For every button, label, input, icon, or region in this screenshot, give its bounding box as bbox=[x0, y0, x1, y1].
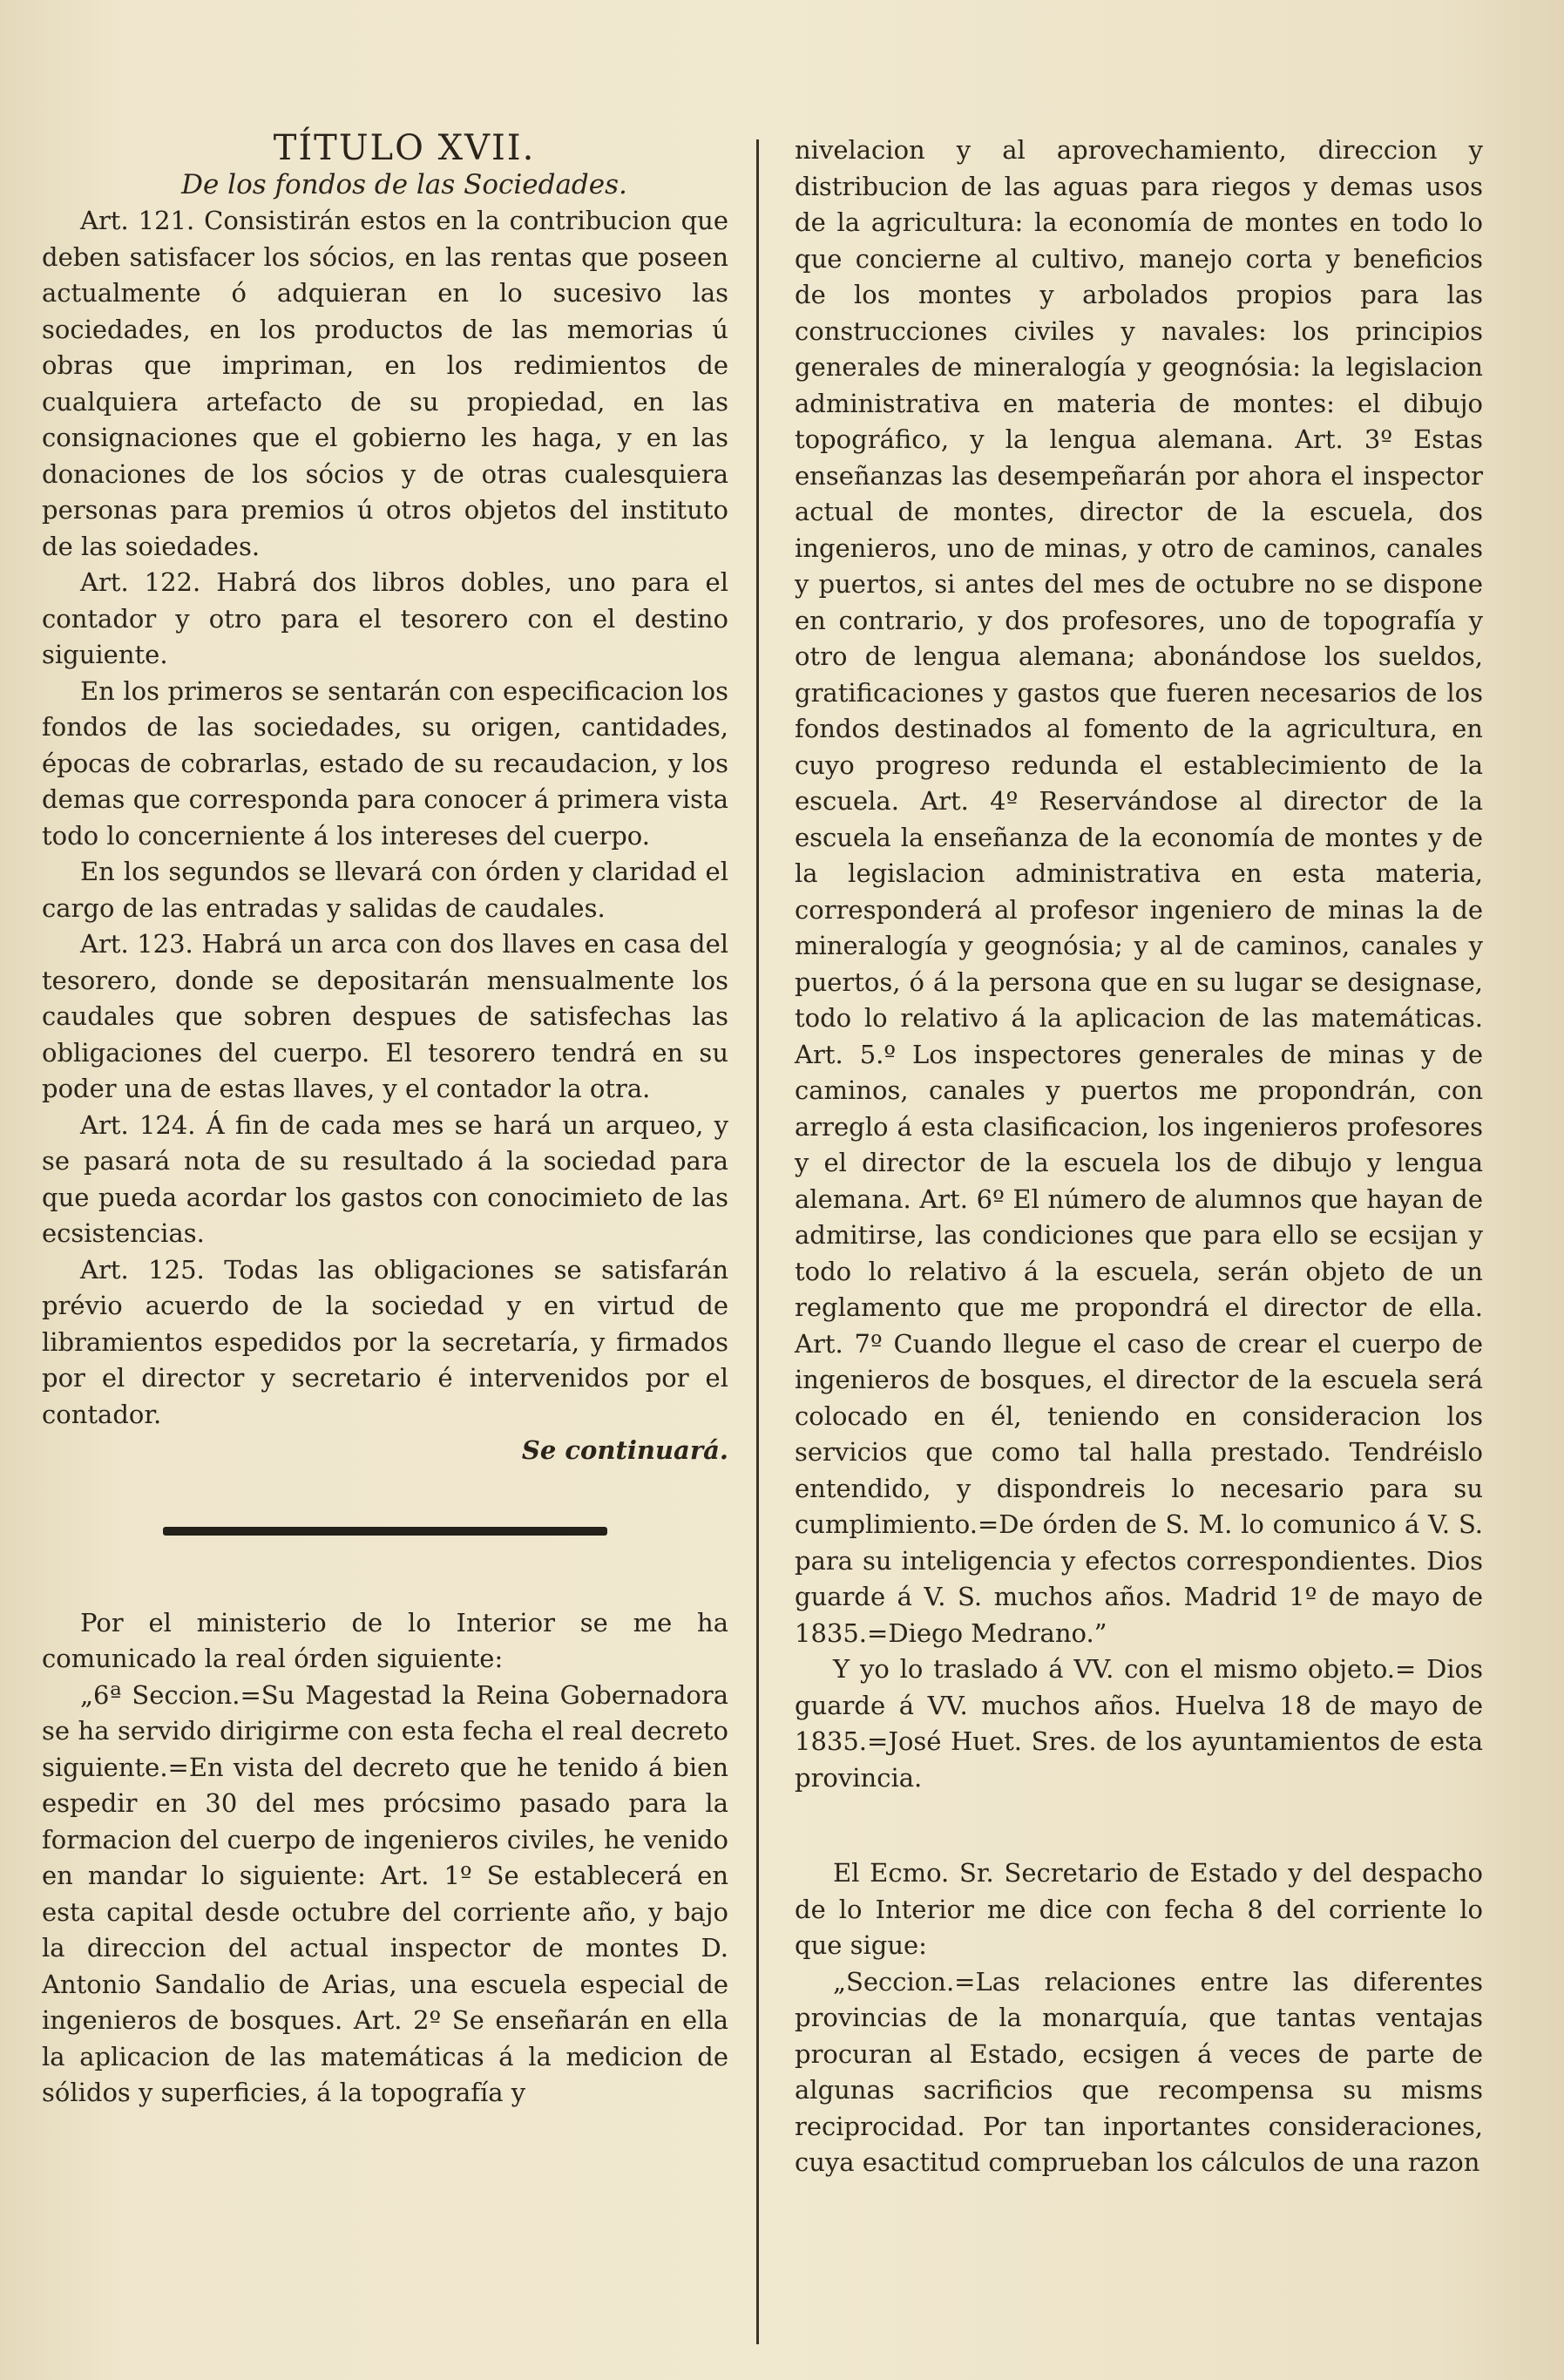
section-gap bbox=[795, 1796, 1483, 1855]
paragraph: En los primeros se sentarán con especificacion los fondos de las sociedades, su origen, cantidades, épocas de cobrarlas, estado de su recaudacion, y los demas que corresponda para conocer á primera vista todo lo concerniente á los intereses del cuerpo. bbox=[42, 675, 728, 851]
paragraph: Art. 124. Á fin de cada mes se hará un arqueo, y se pasará nota de su resultado á la sociedad para que pueda acordar los gastos con conocimieto de las ecsistencias. bbox=[42, 1109, 728, 1248]
paragraph: Y yo lo traslado á VV. con el mismo objeto.= Dios guarde á VV. muchos años. Huelva 18 de mayo de 1835.=José Huet. Sres. de los ayuntamientos de esta provincia. bbox=[795, 1654, 1483, 1793]
paragraph: En los segundos se llevará con órden y claridad el cargo de las entradas y salidas de caudales. bbox=[42, 857, 728, 923]
paragraph: „6ª Seccion.=Su Magestad la Reina Gobernadora se ha servido dirigirme con esta fecha el real decreto siguiente.=En vista del decreto que he tenido á bien espedir en 30 del mes prócsimo pasado para la formacion del cuerpo de ingenieros civiles, he venido en mandar lo siguiente: Art. 1º Se establecerá en esta capital desde octubre del corriente año, y bajo la direccion del actual inspector de montes D. Antonio Sandalio de Arias, una escuela especial de ingenieros de bosques. Art. 2º Se enseñarán en ella la aplicacion de las matemáticas á la medicion de sólidos y superficies, á la topografía y bbox=[42, 1679, 728, 2107]
right-column bbox=[795, 132, 1483, 2181]
paragraph: Art. 122. Habrá dos libros dobles, uno para el contador y otro para el tesorero con el destino siguiente. bbox=[42, 567, 728, 669]
paragraph: Art. 125. Todas las obligaciones se satisfarán prévio acuerdo de la sociedad y en virtud de libramientos espedidos por la secretaría, y firmados por el director y secretario é intervenidos por el contador. bbox=[42, 1254, 728, 1429]
section-title: TÍTULO XVII. bbox=[273, 128, 536, 168]
paragraph: nivelacion y al aprovechamiento, direccion y distribucion de las aguas para riegos y demas usos de la agricultura: la economía de montes en todo lo que concierne al cultivo, manejo corta y beneficios de los montes y arbolados propios para las construcciones civiles y navales: los principios generales de mineralogía y geognósia: la legislacion administrativa en materia de montes: el dibujo topográfico, y la lengua alemana. Art. 3º Estas enseñanzas las desempeñarán por ahora el inspector actual de montes, director de la escuela, dos ingenieros, uno de minas, y otro de caminos, canales y puertos, si antes del mes de octubre no se dispone en contrario, y dos profesores, uno de topografía y otro de lengua alemana; abonándose los sueldos, gratificaciones y gastos que fueren necesarios de los fondos destinados al fomento de la agricultura, en cuyo progreso redunda el establecimiento de la escuela. Art. 4º Reservándose al director de la escuela la enseñanza de la economía de montes y de la legislacion administrativa en esta materia, corresponderá al profesor ingeniero de minas la de mineralogía y geognósia; y al de caminos, canales y puertos, ó á la persona que en su lugar se designase, todo lo relativo á la aplicacion de las matemáticas. Art. 5.º Los inspectores generales de minas y de caminos, canales y puertos me propondrán, con arreglo á esta clasificacion, los ingenieros profesores y el director de la escuela los de dibujo y lengua alemana. Art. 6º El número de alumnos que hayan de admitirse, las condiciones que para ello se ecsijan y todo lo relativo á la escuela, serán objeto de un reglamento que me propondrá el director de ella. Art. 7º Cuando llegue el caso de crear el cuerpo de ingenieros de bosques, el director de la escuela será colocado en él, teniendo en consideracion los servicios que como tal halla prestado. Tendréislo entendido, y dispondreis lo necesario para su cumplimiento.=De órden de S. M. lo comunico á V. S. para su inteligencia y efectos correspondientes. Dios guarde á V. S. muchos años. Madrid 1º de mayo de 1835.=Diego Medrano.” bbox=[795, 135, 1483, 1648]
paragraph: Por el ministerio de lo Interior se me ha comunicado la real órden siguiente: bbox=[42, 1607, 728, 1673]
paragraph: Art. 121. Consistirán estos en la contribucion que deben satisfacer los sócios, en las rentas que poseen actualmente ó adquieran en lo sucesivo las sociedades, en los productos de las memorias ú obras que impriman, en los redimientos de cualquiera artefacto de su propiedad, en las consignaciones que el gobierno les haga, y en las donaciones de los sócios y de otras cualesquiera personas para premios ú otros objetos del instituto de las soiedades. bbox=[42, 206, 728, 561]
section-separator bbox=[163, 1527, 607, 1536]
left-column bbox=[42, 128, 728, 2112]
paragraph: Art. 123. Habrá un arca con dos llaves en casa del tesorero, donde se depositarán mensualmente los caudales que sobren despues de satisfechas las obligaciones del cuerpo. El tesorero tendrá en su poder una de estas llaves, y el contador la otra. bbox=[42, 929, 728, 1103]
paragraph: El Ecmo. Sr. Secretario de Estado y del despacho de lo Interior me dice con fecha 8 del corriente lo que sigue: bbox=[795, 1858, 1483, 1960]
continued-note: Se continuará. bbox=[521, 1435, 728, 1465]
section-subtitle: De los fondos de las Sociedades. bbox=[181, 168, 627, 200]
column-divider bbox=[756, 139, 759, 2344]
paragraph: „Seccion.=Las relaciones entre las diferentes provincias de la monarquía, que tantas ventajas procuran al Estado, ecsigen á veces de parte de algunas sacrificios que recompensa su misms reciprocidad. Por tan inportantes consideraciones, cuya esactitud comprueban los cálculos de una razon bbox=[795, 1966, 1483, 2177]
